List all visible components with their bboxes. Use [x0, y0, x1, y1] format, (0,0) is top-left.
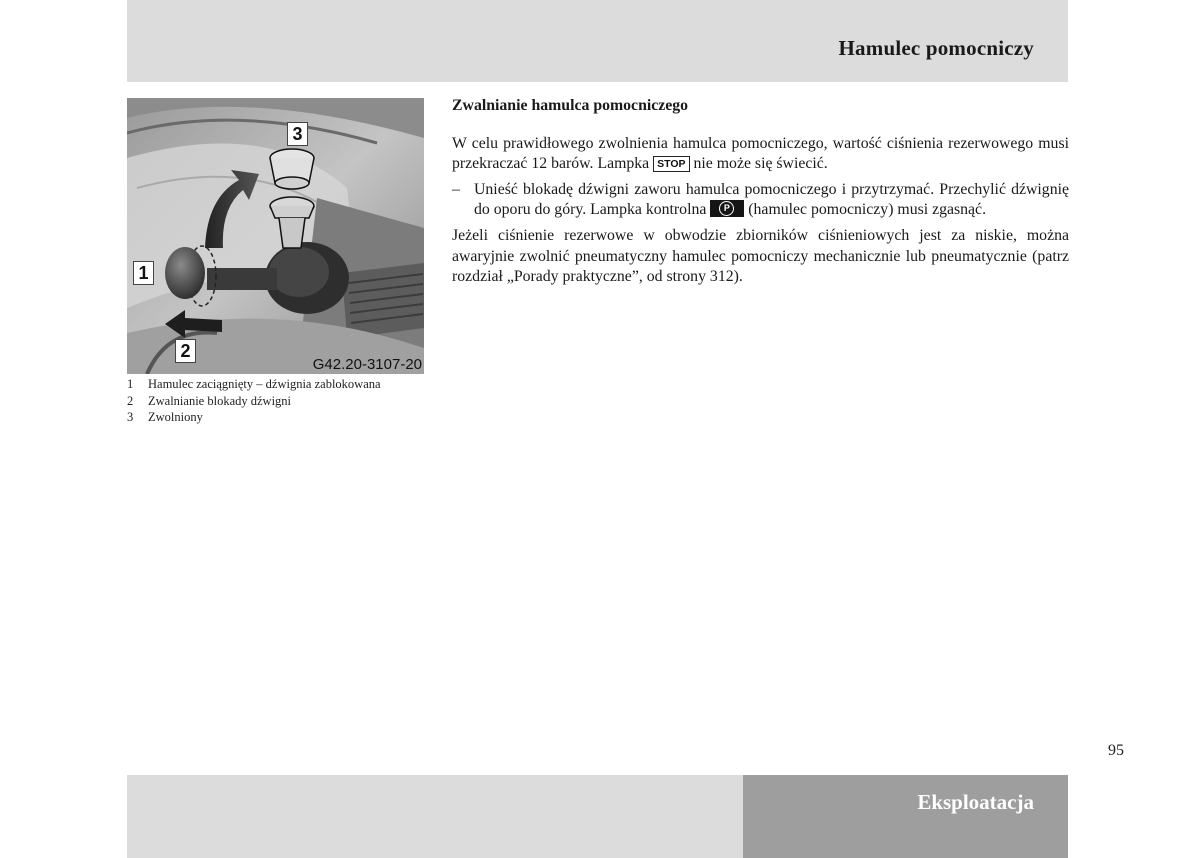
- callout-3: 3: [287, 122, 308, 146]
- paragraph-text: W celu prawidłowego zwolnienia hamulca pomocniczego, wartość ciśnienia rezerwowego musi przekraczać 12 barów. Lampka: [452, 134, 1069, 173]
- instruction-text-part: Unieść blokadę dźwigni zaworu hamulca pomocniczego i przytrzymać. Przechylić dźwignię do oporu do góry. Lampka kontrolna: [474, 180, 1069, 219]
- figure-legend: [127, 376, 427, 426]
- paragraph-emergency: Jeżeli ciśnienie rezerwowe w obwodzie zbiorników ciśnieniowych jest za niskie, można awaryjnie zwolnić pneumatyczny hamulec pomocniczy mechanicznie lub pneumatycznie (patrz rozdział „Porady praktyczne”, od strony 312).: [452, 226, 1069, 286]
- instruction-text-part: (hamulec pomocniczy) musi zgasnąć.: [744, 201, 987, 219]
- main-content: [452, 96, 1069, 293]
- legend-number: 1: [127, 377, 134, 391]
- footer-section-tab: [743, 775, 1068, 858]
- legend-number: 3: [127, 410, 134, 424]
- page-number: 95: [1108, 742, 1124, 759]
- paragraph-text: nie może się świecić.: [689, 155, 828, 173]
- paragraph-pressure: [452, 134, 1069, 175]
- footer-section-label: Eksploatacja: [917, 790, 1034, 814]
- instruction-step: [452, 180, 1069, 221]
- section-title: Zwalnianie hamulca pomocniczego: [452, 97, 689, 114]
- legend-text: Zwalnianie blokady dźwigni: [148, 393, 292, 408]
- legend-number: 2: [127, 393, 134, 408]
- figure-code: G42.20-3107-20: [312, 356, 422, 373]
- bullet-dash: –: [452, 180, 460, 198]
- footer-band: [127, 775, 743, 858]
- legend-item: [127, 393, 427, 410]
- legend-item: [127, 409, 427, 426]
- page-title: Hamulec pomocniczy: [838, 36, 1034, 60]
- parking-brake-symbol: P: [719, 201, 734, 216]
- legend-text: Hamulec zaciągnięty – dźwignia zablokowana: [148, 377, 381, 391]
- stop-lamp-icon: STOP: [653, 156, 689, 172]
- legend-text: Zwolniony: [148, 410, 203, 424]
- instruction-text: [474, 180, 1069, 221]
- callout-2: 2: [175, 339, 196, 363]
- legend-item: [127, 376, 427, 393]
- header-band: [127, 0, 1068, 82]
- callout-1: 1: [133, 261, 154, 285]
- parking-brake-illustration: [127, 98, 424, 374]
- parking-brake-lamp-icon: [710, 200, 744, 217]
- figure-parking-brake-lever: [127, 98, 424, 374]
